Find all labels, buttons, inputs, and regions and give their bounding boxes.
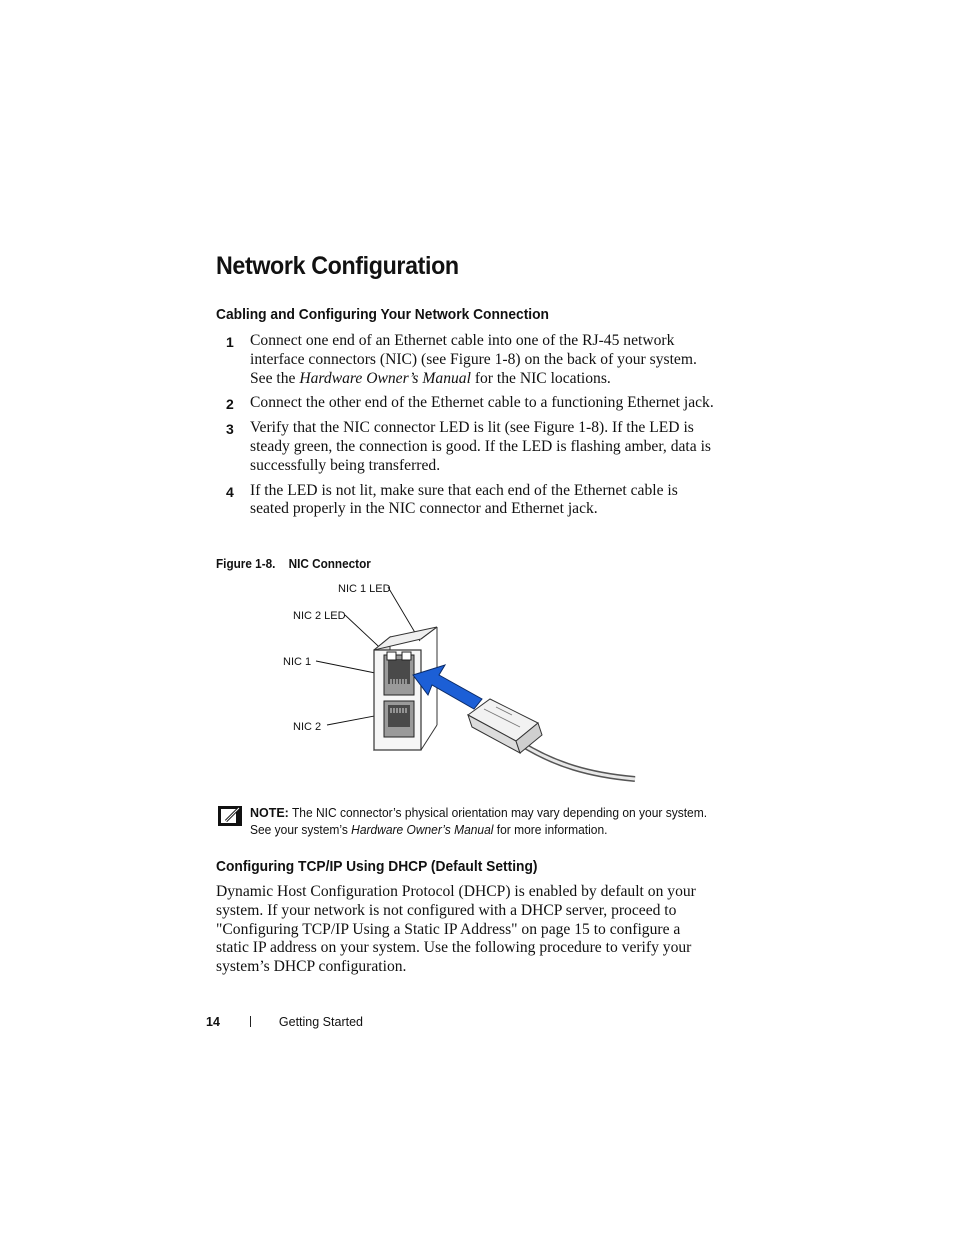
steps-list	[216, 332, 716, 525]
manual-title: Hardware Owner’s Manual	[299, 369, 471, 387]
list-item	[216, 419, 716, 475]
nic1-led-callout: NIC 1 LED	[338, 583, 391, 595]
nic2-led-callout: NIC 2 LED	[293, 610, 346, 622]
footer-section: Getting Started	[278, 1015, 363, 1029]
step-text: Connect one end of an Ethernet cable into one of the RJ-45 network interface connectors (NIC) (see Figure 1-8) on the back of your system. See the	[250, 332, 697, 387]
step-number: 3	[226, 421, 234, 438]
list-item	[216, 394, 716, 413]
page-title: Network Configuration	[216, 252, 459, 280]
note-text	[250, 804, 720, 839]
note-body: The NIC connector’s physical orientation may vary depending on your system. See your system’s	[250, 806, 708, 837]
nic1-callout: NIC 1	[283, 656, 312, 668]
ethernet-cable	[520, 743, 635, 779]
step-number: 4	[226, 483, 234, 500]
step-number: 2	[226, 396, 234, 413]
list-item	[216, 332, 716, 388]
dhcp-paragraph: Dynamic Host Configuration Protocol (DHCP) is enabled by default on your system. If your network is not configured with a DHCP server, proceed to "Configuring TCP/IP Using a Static IP Address" on page 15 to configure a static IP address on your system. Use the following procedure to verify your system’s DHCP configuration.	[216, 883, 696, 976]
figure-label: Figure 1-8.	[216, 557, 276, 571]
figure-name: NIC Connector	[288, 557, 371, 571]
step-text: Verify that the NIC connector LED is lit (see Figure 1-8). If the LED is steady green, the connection is good. If the LED is flashing amber, data is successfully being transferred.	[250, 419, 711, 474]
step-text-end: for the NIC locations.	[470, 369, 611, 387]
nic2-callout: NIC 2	[293, 721, 322, 733]
note-pencil-icon	[218, 806, 242, 826]
section-heading-cabling: Cabling and Configuring Your Network Connection	[216, 306, 549, 323]
page-number: 14	[206, 1015, 220, 1029]
step-number: 1	[226, 334, 234, 350]
nic-connector-illustration	[270, 575, 640, 797]
list-item	[216, 482, 716, 520]
note-box	[216, 804, 716, 839]
step-text: Connect the other end of the Ethernet cable to a functioning Ethernet jack.	[250, 394, 714, 412]
rj45-plug	[468, 699, 542, 753]
footer-divider	[250, 1016, 251, 1027]
insertion-arrow	[413, 665, 482, 709]
section-heading-dhcp: Configuring TCP/IP Using DHCP (Default Setting)	[216, 858, 538, 875]
note-label: NOTE:	[250, 805, 289, 820]
manual-title: Hardware Owner’s Manual	[351, 823, 494, 837]
step-text: If the LED is not lit, make sure that each end of the Ethernet cable is seated properly in the NIC connector and Ethernet jack.	[250, 481, 678, 518]
nic1-port	[384, 652, 414, 695]
note-body-end: for more information.	[493, 823, 608, 837]
figure-caption	[216, 557, 371, 571]
nic2-port	[384, 701, 414, 737]
page-footer	[206, 1015, 363, 1029]
